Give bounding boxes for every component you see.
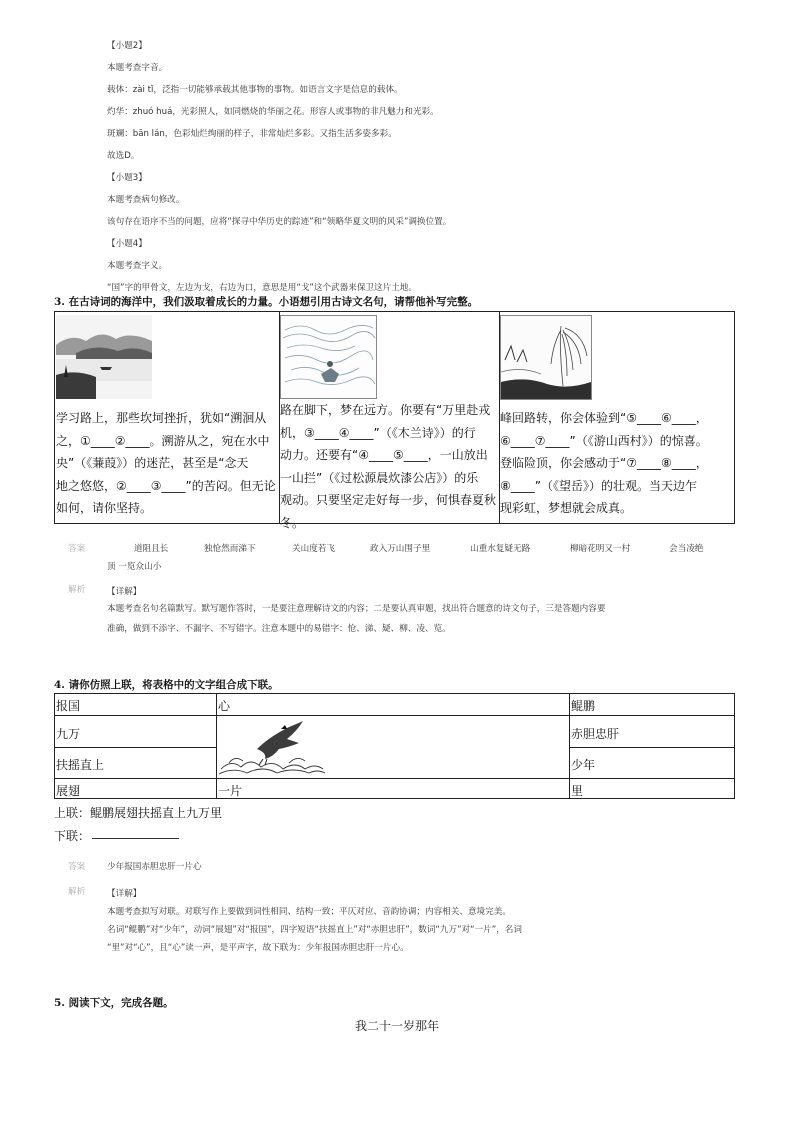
answer-item: 关山度若飞 [292, 544, 335, 554]
table-cell: 展翅 [56, 784, 81, 798]
explanation-line: 【小题4】 [107, 239, 147, 249]
table-cell: 一片 [218, 784, 243, 798]
answer-item: 独怆然而涕下 [204, 544, 256, 554]
cell-line: 之，①____②____。溯游从之，宛在水中 [56, 433, 270, 448]
table-cell: 赤胆忠肝 [571, 727, 620, 741]
table-divider [55, 778, 216, 779]
table-divider [216, 778, 569, 779]
cell-line: 学习路上，那些坎坷挫折，犹如“溯洄从 [56, 411, 267, 425]
analysis-line: 准确，做到不添字、不漏字、不写错字。注意本题中的易错字：怆、涕、疑、柳、凌、览。 [107, 624, 451, 634]
analysis-line: 本题考查拟写对联。对联写作上要做到词性相同、结构一致；平仄对应、音韵协调；内容相关、意境完美。 [107, 907, 511, 917]
cell-line: ⑥____⑦____”（《游山西村》）的惊喜。 [500, 433, 708, 448]
table-divider [569, 694, 570, 798]
analysis-line: 名词“鲲鹏”对“少年”，动词“展翅”对“报国”，四字短语“扶摇直上”对“赤胆忠肝”，数词“九万”对“一片”，名词 [107, 925, 522, 935]
answer-item: 政入万山围子里 [370, 544, 431, 554]
table-divider [569, 747, 734, 748]
explanation-line: 该句存在语序不当的问题，应将“探寻中华历史的踪迹”和“领略华夏文明的风采”调换位置。 [107, 217, 452, 227]
table-cell: 扶摇直上 [56, 758, 105, 772]
question-3-title: 3. 在古诗词的海洋中，我们汲取着成长的力量。小语想引用古诗文名句，请帮他补写完整。 [54, 296, 479, 308]
answer-item: 顶 一览众山小 [107, 562, 162, 572]
explanation-line: 本题考查字义。 [107, 261, 168, 271]
table-divider [569, 778, 734, 779]
explanation-line: 【小题3】 [107, 173, 147, 183]
analysis-line: 【详解】 [107, 889, 142, 899]
answer-item: 柳暗花明又一村 [570, 544, 631, 554]
cloud-horse-rider-painting [280, 315, 377, 399]
explanation-line: 【小题2】 [107, 41, 147, 51]
landscape-painting-boat [56, 315, 152, 399]
cell-line: 一山拦”（《过松源晨炊漆公店》）的乐 [280, 470, 479, 485]
table-cell: 鲲鹏 [571, 699, 596, 713]
eagle-over-waves-illustration [219, 719, 325, 776]
table-cell: 报国 [56, 699, 81, 713]
cell-line: 如何，请你坚持。 [56, 501, 153, 515]
cell-line: ⑧____”（《望岳》）的壮观。当天边乍 [500, 478, 697, 493]
cell-line: 峰回路转，你会体验到“⑤____⑥____， [500, 411, 708, 425]
cell-line: 路在脚下，梦在远方。你要有“万里赴戎 [280, 403, 491, 417]
analysis-label: 解析 [68, 887, 86, 897]
analysis-line: 【详解】 [107, 587, 142, 597]
question-3-cell-1 [56, 407, 278, 520]
cell-line: 观动。只要坚定走好每一步，何惧春夏秋 [280, 493, 497, 507]
cell-line: 动力。还要有“④____⑤____，一山放出 [280, 448, 488, 462]
explanation-line: “国”字的甲骨文，左边为戈，右边为口，意思是用“戈”这个武器来保卫这片土地。 [107, 283, 417, 293]
explanation-line: 灼华：zhuó huá，光彩照人，如同燃烧的华丽之花。形容人或事物的非凡魅力和光彩。 [107, 107, 439, 117]
table-divider [55, 747, 216, 748]
answer-text: 少年报国赤胆忠肝一片心 [107, 862, 202, 872]
table-cell: 少年 [571, 758, 596, 772]
answer-item: 山重水复疑无路 [470, 544, 531, 554]
cell-line: 冬。 [280, 515, 305, 530]
willow-river-painting [500, 315, 592, 400]
question-3-cell-3 [500, 407, 734, 520]
answer-label: 答案 [68, 544, 86, 554]
explanation-line: 故选D。 [107, 151, 140, 161]
explanation-line: 斑斓：bān lán，色彩灿烂绚丽的样子，非常灿烂多彩。又指生活多姿多彩。 [107, 129, 397, 139]
lower-couplet-label: 下联： [54, 829, 91, 843]
explanation-line: 本题考查病句修改。 [107, 195, 185, 205]
analysis-label: 解析 [68, 585, 86, 595]
question-3-cell-2 [280, 399, 498, 534]
answer-item: 会当凌绝 [669, 544, 704, 554]
table-cell: 心 [218, 699, 231, 713]
cell-line: 现彩虹，梦想就会成真。 [500, 501, 633, 515]
cell-line: 机，③____④____”（《木兰诗》）的行 [280, 425, 476, 440]
analysis-line: “里”对“心”，且“心”读一声，是平声字，故下联为：少年报国赤胆忠肝一片心。 [107, 943, 409, 953]
table-cell: 九万 [56, 727, 81, 741]
cell-line: 央”（《蒹葭》）的迷茫，甚至是“念天 [56, 456, 249, 470]
explanation-line: 本题考查字音。 [107, 63, 168, 73]
table-divider [55, 715, 216, 716]
question-3-table [54, 311, 735, 530]
table-cell: 里 [571, 784, 584, 798]
question-5-title: 5. 阅读下文，完成各题。 [54, 997, 174, 1009]
article-title: 我二十一岁那年 [354, 1019, 439, 1033]
cell-line: 地之悠悠，②____③____”的苦闷。但无论 [56, 478, 276, 493]
answer-item: 道阻且长 [134, 544, 169, 554]
explanation-line: 载体：zài tǐ，泛指一切能够承载其他事物的事物。如语言文字是信息的载体。 [107, 85, 403, 95]
table-divider [569, 715, 734, 716]
question-4-title: 4. 请你仿照上联，将表格中的文字组合成下联。 [54, 679, 279, 691]
table-divider [216, 715, 569, 716]
lower-couplet-blank[interactable] [92, 838, 179, 839]
table-divider [216, 694, 217, 798]
cell-line: 登临险顶，你会感动于“⑦____⑧____， [500, 456, 708, 470]
analysis-line: 本题考查名句名篇默写。默写题作答时，一是要注意理解诗文的内容；二是要认真审题，找出符合题意的诗文句子，三是答题内容要 [107, 604, 606, 614]
answer-label: 答案 [68, 862, 86, 872]
question-4-table [54, 693, 735, 799]
upper-couplet: 上联：鲲鹏展翅扶摇直上九万里 [54, 806, 223, 820]
